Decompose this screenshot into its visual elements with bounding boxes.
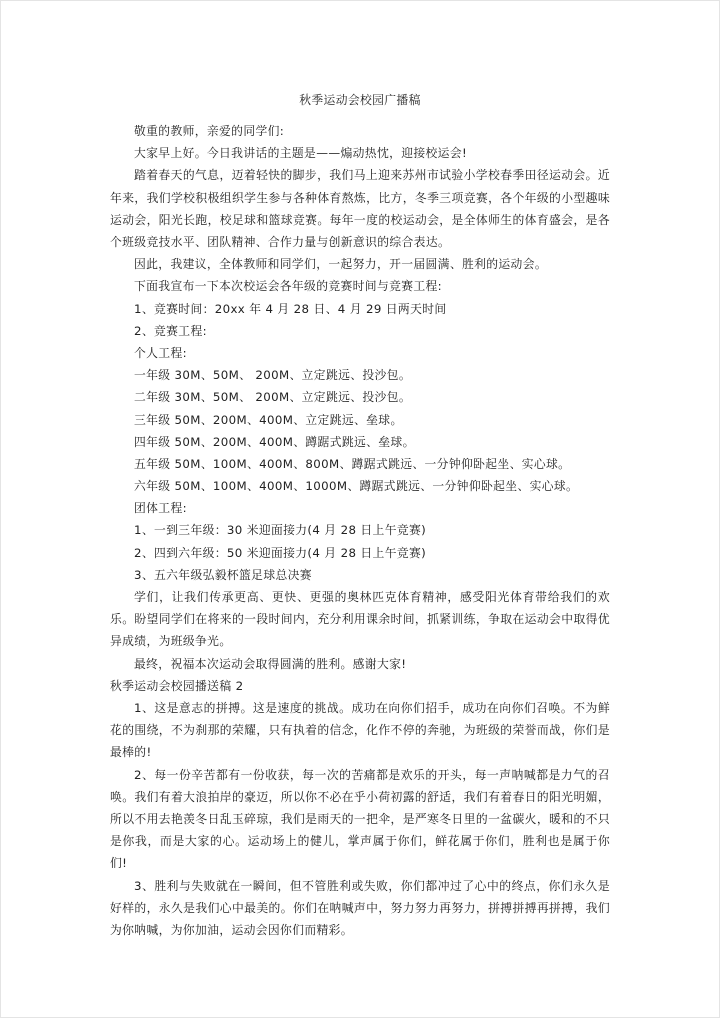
team-event-1: 1、一到三年级：30 米迎面接力(4 月 28 日上午竞赛) <box>134 523 427 538</box>
section2-paragraph-1: 1、这是意志的拼搏。这是速度的挑战。成功在向你们招手，成功在向你们召唤。不为鲜花的围绕，不为刹那的荣耀，只有执着的信念，化作不停的奔驰，为班级的荣誉而战，你们是最棒的! <box>110 700 610 760</box>
individual-event-grade-3: 三年级 50M、200M、400M、立定跳远、垒球。 <box>134 412 403 427</box>
team-event-3: 3、五六年级弘毅杯篮足球总决赛 <box>134 567 312 582</box>
team-event-2: 2、四到六年级：50 米迎面接力(4 月 28 日上午竞赛) <box>134 545 427 560</box>
document-body <box>110 90 610 941</box>
events-heading: 2、竞赛工程: <box>134 323 207 338</box>
section2-paragraph-3: 3、胜利与失败就在一瞬间，但不管胜利或失败，你们都冲过了心中的终点，你们永久是好样的，永久是我们心中最美的。你们在呐喊声中，努力努力再努力，拼搏拼搏再拼搏，我们为你呐喊，为你加油，运动会因你们而精彩。 <box>110 878 610 938</box>
paragraph-encouragement: 学们，让我们传承更高、更快、更强的奥林匹克体育精神，感受阳光体育带给我们的欢乐。盼望同学们在将来的一段时间内，充分利用课余时间，抓紧训练，争取在运动会中取得优异成绩，为班级争光。 <box>110 590 610 649</box>
section2-paragraph-2: 2、每一份辛苦都有一份收获，每一次的苦痛都是欢乐的开头，每一声呐喊都是力气的召唤。我们有着大浪拍岸的豪迈，所以你不必在乎小荷初露的舒适，我们有着春日的阳光明媚，所以不用去艳羡冬日乱玉碎琼，我们是雨天的一把伞，是严寒冬日里的一盆碳火，暖和的不只是你我，而是大家的心。运动场上的健儿，掌声属于你们，鲜花属于你们，胜利也是属于你们! <box>110 767 610 871</box>
individual-event-grade-4: 四年级 50M、200M、400M、蹲踞式跳远、垒球。 <box>134 434 415 449</box>
team-events-heading: 团体工程: <box>134 501 187 516</box>
individual-event-grade-5: 五年级 50M、100M、400M、800M、蹲踞式跳远、一分钟仰卧起坐、实心球。 <box>134 456 571 471</box>
individual-event-grade-1: 一年级 30M、50M、 200M、立定跳远、投沙包。 <box>134 368 411 383</box>
document-title: 秋季运动会校园广播稿 <box>299 93 421 107</box>
section2-title: 秋季运动会校园播送稿 2 <box>110 678 244 693</box>
intro-paragraph: 大家早上好。今日我讲话的主题是——煽动热忱，迎接校运会! <box>134 146 468 161</box>
competition-time: 1、竞赛时间：20xx 年 4 月 28 日、4 月 29 日两天时间 <box>134 301 447 316</box>
greeting: 敬重的教师，亲爱的同学们: <box>134 124 285 138</box>
closing-line: 最终，祝福本次运动会取得圆满的胜利。感谢大家! <box>134 656 407 671</box>
paragraph-announcement: 下面我宣布一下本次校运会各年级的竞赛时间与竞赛工程: <box>134 279 442 294</box>
individual-events-heading: 个人工程: <box>134 345 187 360</box>
individual-event-grade-2: 二年级 30M、50M、 200M、立定跳远、投沙包。 <box>134 390 411 405</box>
paragraph-proposal: 因此，我建议，全体教师和同学们，一起努力，开一届圆满、胜利的运动会。 <box>134 257 547 272</box>
paragraph-background: 踏着春天的气息，迈着轻快的脚步，我们马上迎来苏州市试验小学校春季田径运动会。近年来，我们学校积极组织学生参与各种体育熬炼，比方，冬季三项竞赛，各个年级的小型趣味运动会，阳光长跑，校足球和篮球竞赛。每年一度的校运动会，是全体师生的体育盛会，是各个班级竞技水平、团队精神、合作力量与创新意识的综合表达。 <box>110 168 610 249</box>
individual-event-grade-6: 六年级 50M、100M、400M、1000M、蹲踞式跳远、一分钟仰卧起坐、实心球。 <box>134 479 579 494</box>
